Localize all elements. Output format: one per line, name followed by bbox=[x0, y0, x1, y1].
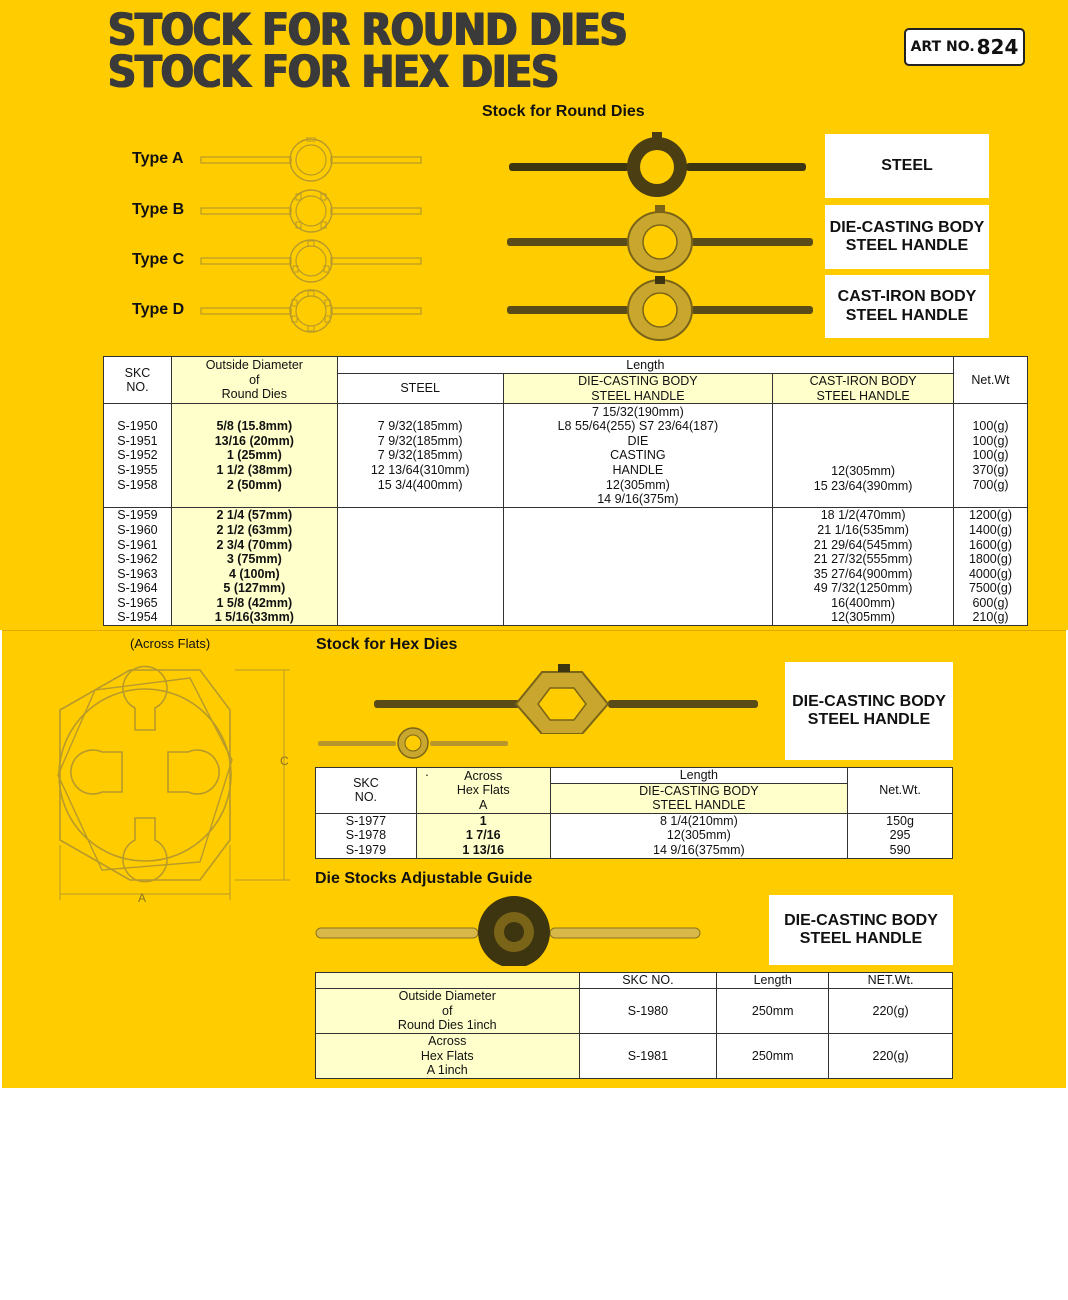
guide-header-skc: SKC NO. bbox=[579, 973, 717, 989]
material-die-casting bbox=[825, 205, 989, 269]
guide-material-line1: DIE-CASTINC BODY bbox=[784, 911, 938, 929]
guide-row1-net-wt: 220(g) bbox=[829, 989, 953, 1034]
group2-cast-iron: 18 1/2(470mm) 21 1/16(535mm) 21 29/64(545mm) 21 27/32(555mm) 35 27/64(900mm) 49 7/32(1250mm) 16(400mm) 12(305mm) bbox=[773, 508, 954, 626]
header-length: Length bbox=[337, 357, 953, 374]
material-steel bbox=[825, 134, 989, 198]
hex-dies-heading: Stock for Hex Dies bbox=[316, 636, 458, 653]
type-b-sketch bbox=[195, 188, 427, 234]
round-dies-heading: Stock for Round Dies bbox=[482, 103, 645, 120]
group2-steel-empty bbox=[337, 508, 503, 626]
table-row bbox=[316, 989, 953, 1034]
header-outside-diameter: Outside Diameter of Round Dies bbox=[171, 357, 337, 404]
type-d-sketch bbox=[195, 288, 427, 334]
hex-header-dot: · bbox=[424, 768, 429, 782]
hex-header-die-casting: DIE-CASTING BODY STEEL HANDLE bbox=[550, 783, 848, 813]
material-cast-iron-line1: CAST-IRON BODY bbox=[837, 288, 977, 306]
guide-row1-length: 250mm bbox=[717, 989, 829, 1034]
group1-die-casting: 7 15/32(190mm) L8 55/64(255) S7 23/64(187) DIE CASTING HANDLE 12(305mm) 14 9/16(375m) bbox=[503, 404, 773, 508]
guide-row2-skc: S-1981 bbox=[579, 1034, 717, 1079]
header-die-casting: DIE-CASTING BODY STEEL HANDLE bbox=[503, 374, 773, 404]
hex-die-stock-large-photo bbox=[372, 662, 762, 734]
group1-cast-iron: 12(305mm) 15 23/64(390mm) bbox=[773, 404, 954, 508]
hex-net-wt: 150g 295 590 bbox=[848, 813, 953, 858]
header-net-wt: Net.Wt bbox=[954, 357, 1028, 404]
type-a-label: Type A bbox=[132, 150, 184, 167]
guide-row2-length: 250mm bbox=[717, 1034, 829, 1079]
hex-header-skc: SKC NO. bbox=[316, 768, 417, 814]
group1-steel: 7 9/32(185mm) 7 9/32(185mm) 7 9/32(185mm) 12 13/64(310mm) 15 3/4(400mm) bbox=[337, 404, 503, 508]
hex-table-row bbox=[316, 813, 953, 858]
guide-row2-net-wt: 220(g) bbox=[829, 1034, 953, 1079]
hex-across: 1 1 7/16 1 13/16 bbox=[416, 813, 550, 858]
hex-header-length: Length bbox=[550, 768, 848, 784]
adjustable-guide-photo bbox=[314, 894, 704, 966]
type-a-sketch bbox=[195, 137, 427, 183]
header-steel: STEEL bbox=[337, 374, 503, 404]
hex-material-line2: STEEL HANDLE bbox=[807, 711, 931, 728]
group2-skc: S-1959 S-1960 S-1961 S-1962 S-1963 S-1964 S-1965 S-1954 bbox=[104, 508, 172, 626]
type-c-label: Type C bbox=[132, 251, 185, 268]
material-die-casting-line1: DIE-CASTING BODY bbox=[829, 218, 985, 236]
type-b-label: Type B bbox=[132, 201, 185, 218]
hex-header-net-wt: Net.Wt. bbox=[848, 768, 953, 814]
dimension-a-label: A bbox=[138, 891, 147, 905]
group2-net-wt: 1200(g) 1400(g) 1600(g) 1800(g) 4000(g) 7500(g) 600(g) 210(g) bbox=[954, 508, 1028, 626]
hex-skc: S-1977 S-1978 S-1979 bbox=[316, 813, 417, 858]
hex-length: 8 1/4(210mm) 12(305mm) 14 9/16(375mm) bbox=[550, 813, 848, 858]
page-title-line2: STOCK FOR HEX DIES bbox=[108, 46, 559, 99]
group1-diameter: 5/8 (15.8mm) 13/16 (20mm) 1 (25mm) 1 1/2 (38mm) 2 (50mm) bbox=[171, 404, 337, 508]
adjustable-guide-heading: Die Stocks Adjustable Guide bbox=[315, 870, 533, 887]
header-skc: SKC NO. bbox=[104, 357, 172, 404]
table-row-group-1 bbox=[104, 404, 1028, 508]
guide-row1-desc: Outside Diameter of Round Dies 1inch bbox=[316, 989, 580, 1034]
round-dies-table bbox=[103, 356, 1028, 626]
across-flats-label: (Across Flats) bbox=[130, 636, 211, 651]
group1-net-wt: 100(g) 100(g) 100(g) 370(g) 700(g) bbox=[954, 404, 1028, 508]
dimension-c-label: C bbox=[280, 754, 289, 768]
material-die-casting-line2: STEEL HANDLE bbox=[845, 237, 969, 254]
die-casting-die-stock-photo bbox=[505, 205, 815, 277]
hex-material-line1: DIE-CASTINC BODY bbox=[792, 692, 946, 710]
guide-row1-skc: S-1980 bbox=[579, 989, 717, 1034]
cast-iron-die-stock-photo bbox=[505, 276, 815, 348]
guide-table bbox=[315, 972, 953, 1079]
steel-die-stock-photo bbox=[505, 132, 810, 204]
group2-diameter: 2 1/4 (57mm) 2 1/2 (63mm) 2 3/4 (70mm) 3 (75mm) 4 (100m) 5 (127mm) 1 5/8 (42mm) 1 5/16(33mm) bbox=[171, 508, 337, 626]
material-cast-iron-line2: STEEL HANDLE bbox=[845, 306, 969, 324]
hex-die-diagram bbox=[40, 650, 300, 910]
table-row bbox=[316, 1034, 953, 1079]
header-cast-iron: CAST-IRON BODY STEEL HANDLE bbox=[773, 374, 954, 404]
hex-die-stock-small-photo bbox=[316, 725, 510, 761]
guide-header-desc bbox=[316, 973, 580, 989]
hex-material bbox=[785, 662, 953, 760]
type-c-sketch bbox=[195, 238, 427, 284]
guide-header-length: Length bbox=[717, 973, 829, 989]
material-cast-iron bbox=[825, 275, 989, 338]
guide-material bbox=[769, 895, 953, 965]
hex-dies-table bbox=[315, 767, 953, 859]
article-number-prefix: ART NO. bbox=[910, 39, 975, 55]
table-row-group-2 bbox=[104, 508, 1028, 626]
material-steel-line1: STEEL bbox=[881, 156, 933, 174]
group1-skc: S-1950 S-1951 S-1952 S-1955 S-1958 bbox=[104, 404, 172, 508]
group2-die-casting-empty bbox=[503, 508, 773, 626]
hex-header-across: · Across Hex Flats A bbox=[416, 768, 550, 814]
guide-header-net-wt: NET.Wt. bbox=[829, 973, 953, 989]
type-d-label: Type D bbox=[132, 301, 185, 318]
article-number: 824 bbox=[976, 35, 1019, 59]
guide-material-line2: STEEL HANDLE bbox=[799, 930, 923, 947]
guide-row2-desc: Across Hex Flats A 1inch bbox=[316, 1034, 580, 1079]
article-number-badge bbox=[904, 28, 1025, 66]
page-title-line1: STOCK FOR ROUND DIES bbox=[108, 4, 627, 57]
